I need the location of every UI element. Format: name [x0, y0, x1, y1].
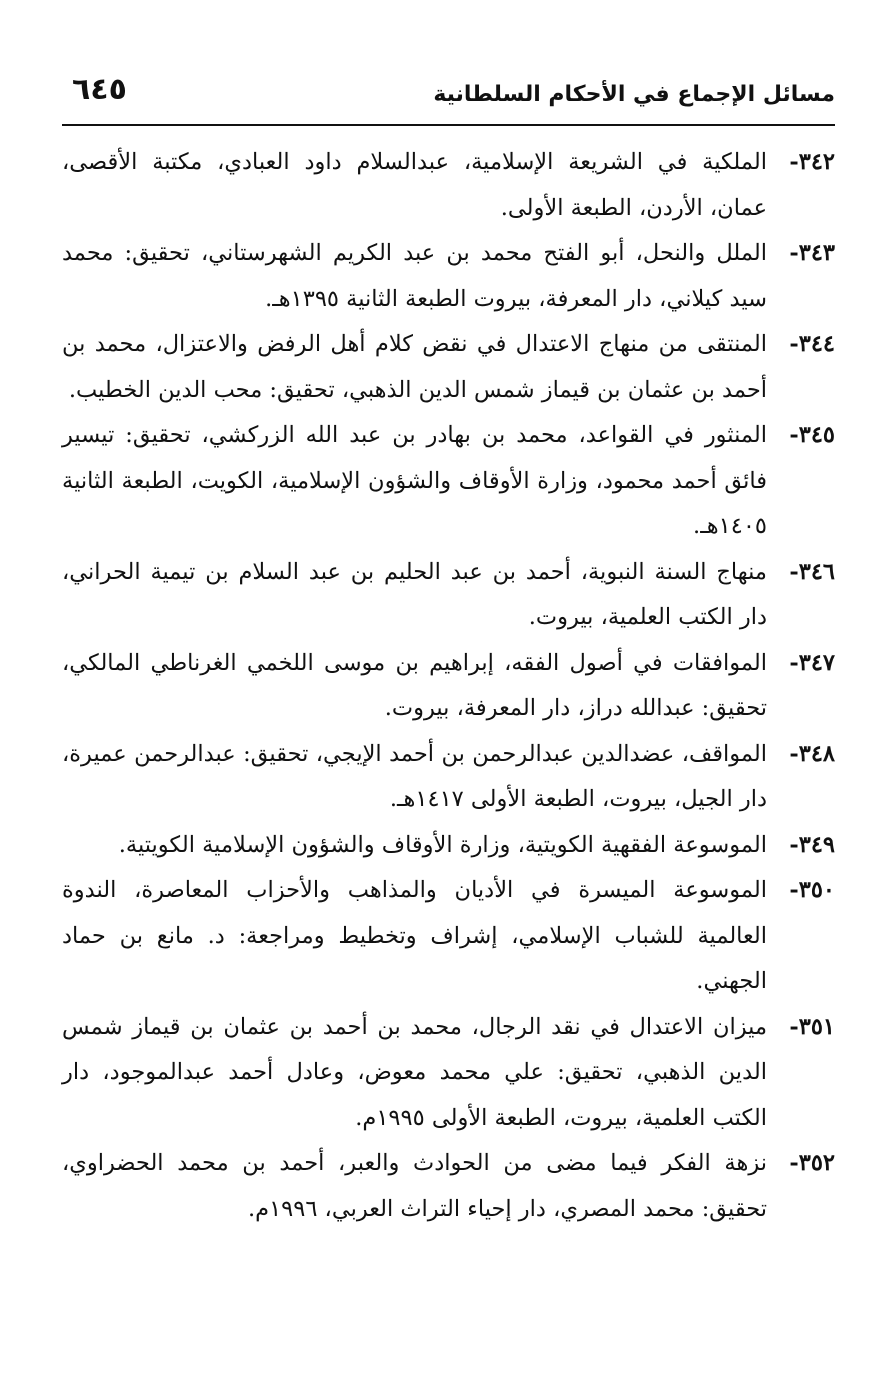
entry-number: ٣٤٣-	[789, 240, 835, 266]
bibliography-entry	[62, 140, 835, 231]
entry-text: المنتقى من منهاج الاعتدال في نقض كلام أهل الرفض والاعتزال، محمد بن أحمد بن عثمان بن قيماز شمس الدين الذهبي، تحقيق: محب الدين الخطيب.	[62, 331, 767, 403]
entry-text: الموسوعة الميسرة في الأديان والمذاهب والأحزاب المعاصرة، الندوة العالمية للشباب الإسلامي، إشراف وتخطيط ومراجعة: د. مانع بن حماد الجهني.	[62, 877, 767, 994]
bibliography-entry	[62, 231, 835, 322]
entry-number: ٣٤٤-	[789, 331, 835, 357]
entry-number: ٣٤٩-	[789, 831, 835, 858]
bibliography-entry	[62, 823, 835, 869]
page-header	[62, 68, 835, 126]
entry-number: ٣٥١-	[789, 1013, 835, 1040]
entry-number: ٣٤٢-	[789, 149, 835, 175]
entry-number: ٣٥٢-	[789, 1150, 835, 1176]
entry-text: الموسوعة الفقهية الكويتية، وزارة الأوقاف والشؤون الإسلامية الكويتية.	[118, 831, 767, 858]
bibliography-entry	[62, 1005, 835, 1142]
entry-text: منهاج السنة النبوية، أحمد بن عبد الحليم بن عبد السلام بن تيمية الحراني، دار الكتب العلمية، بيروت.	[62, 558, 767, 630]
entry-number: ٣٤٦-	[789, 558, 835, 585]
entry-number: ٣٥٠-	[789, 877, 835, 903]
bibliography-list	[62, 140, 835, 1232]
entry-number: ٣٤٥-	[789, 422, 835, 448]
entry-number: ٣٤٧-	[789, 649, 835, 676]
bibliography-entry	[62, 641, 835, 732]
page-number: ٦٤٥	[72, 72, 127, 107]
entry-text: الملكية في الشريعة الإسلامية، عبدالسلام داود العبادي، مكتبة الأقصى، عمان، الأردن، الطبعة الأولى.	[62, 149, 767, 221]
bibliography-entry	[62, 550, 835, 641]
entry-text: الموافقات في أصول الفقه، إبراهيم بن موسى اللخمي الغرناطي المالكي، تحقيق: عبدالله دراز، دار المعرفة، بيروت.	[62, 649, 767, 721]
entry-text: المواقف، عضدالدين عبدالرحمن بن أحمد الإيجي، تحقيق: عبدالرحمن عميرة، دار الجيل، بيروت، الطبعة الأولى ١٤١٧هـ.	[62, 740, 767, 812]
entry-number: ٣٤٨-	[789, 740, 835, 767]
entry-text: الملل والنحل، أبو الفتح محمد بن عبد الكريم الشهرستاني، تحقيق: محمد سيد كيلاني، دار المعرفة، بيروت الطبعة الثانية ١٣٩٥هـ.	[62, 240, 767, 312]
entry-text: ميزان الاعتدال في نقد الرجال، محمد بن أحمد بن عثمان بن قيماز شمس الدين الذهبي، تحقيق: علي محمد معوض، وعادل أحمد عبدالموجود، دار الكتب العلمية، بيروت، الطبعة الأولى ١٩٩٥م.	[62, 1013, 767, 1131]
entry-text: المنثور في القواعد، محمد بن بهادر بن عبد الله الزركشي، تحقيق: تيسير فائق أحمد محمود، وزارة الأوقاف والشؤون الإسلامية، الكويت، الطبعة الثانية ١٤٠٥هـ.	[62, 422, 767, 539]
bibliography-entry	[62, 732, 835, 823]
bibliography-entry	[62, 868, 835, 1005]
bibliography-entry	[62, 413, 835, 550]
bibliography-entry	[62, 1141, 835, 1232]
entry-text: نزهة الفكر فيما مضى من الحوادث والعبر، أحمد بن محمد الحضراوي، تحقيق: محمد المصري، دار إحياء التراث العربي، ١٩٩٦م.	[62, 1150, 767, 1222]
running-title: مسائل الإجماع في الأحكام السلطانية	[433, 82, 835, 107]
bibliography-entry	[62, 322, 835, 413]
